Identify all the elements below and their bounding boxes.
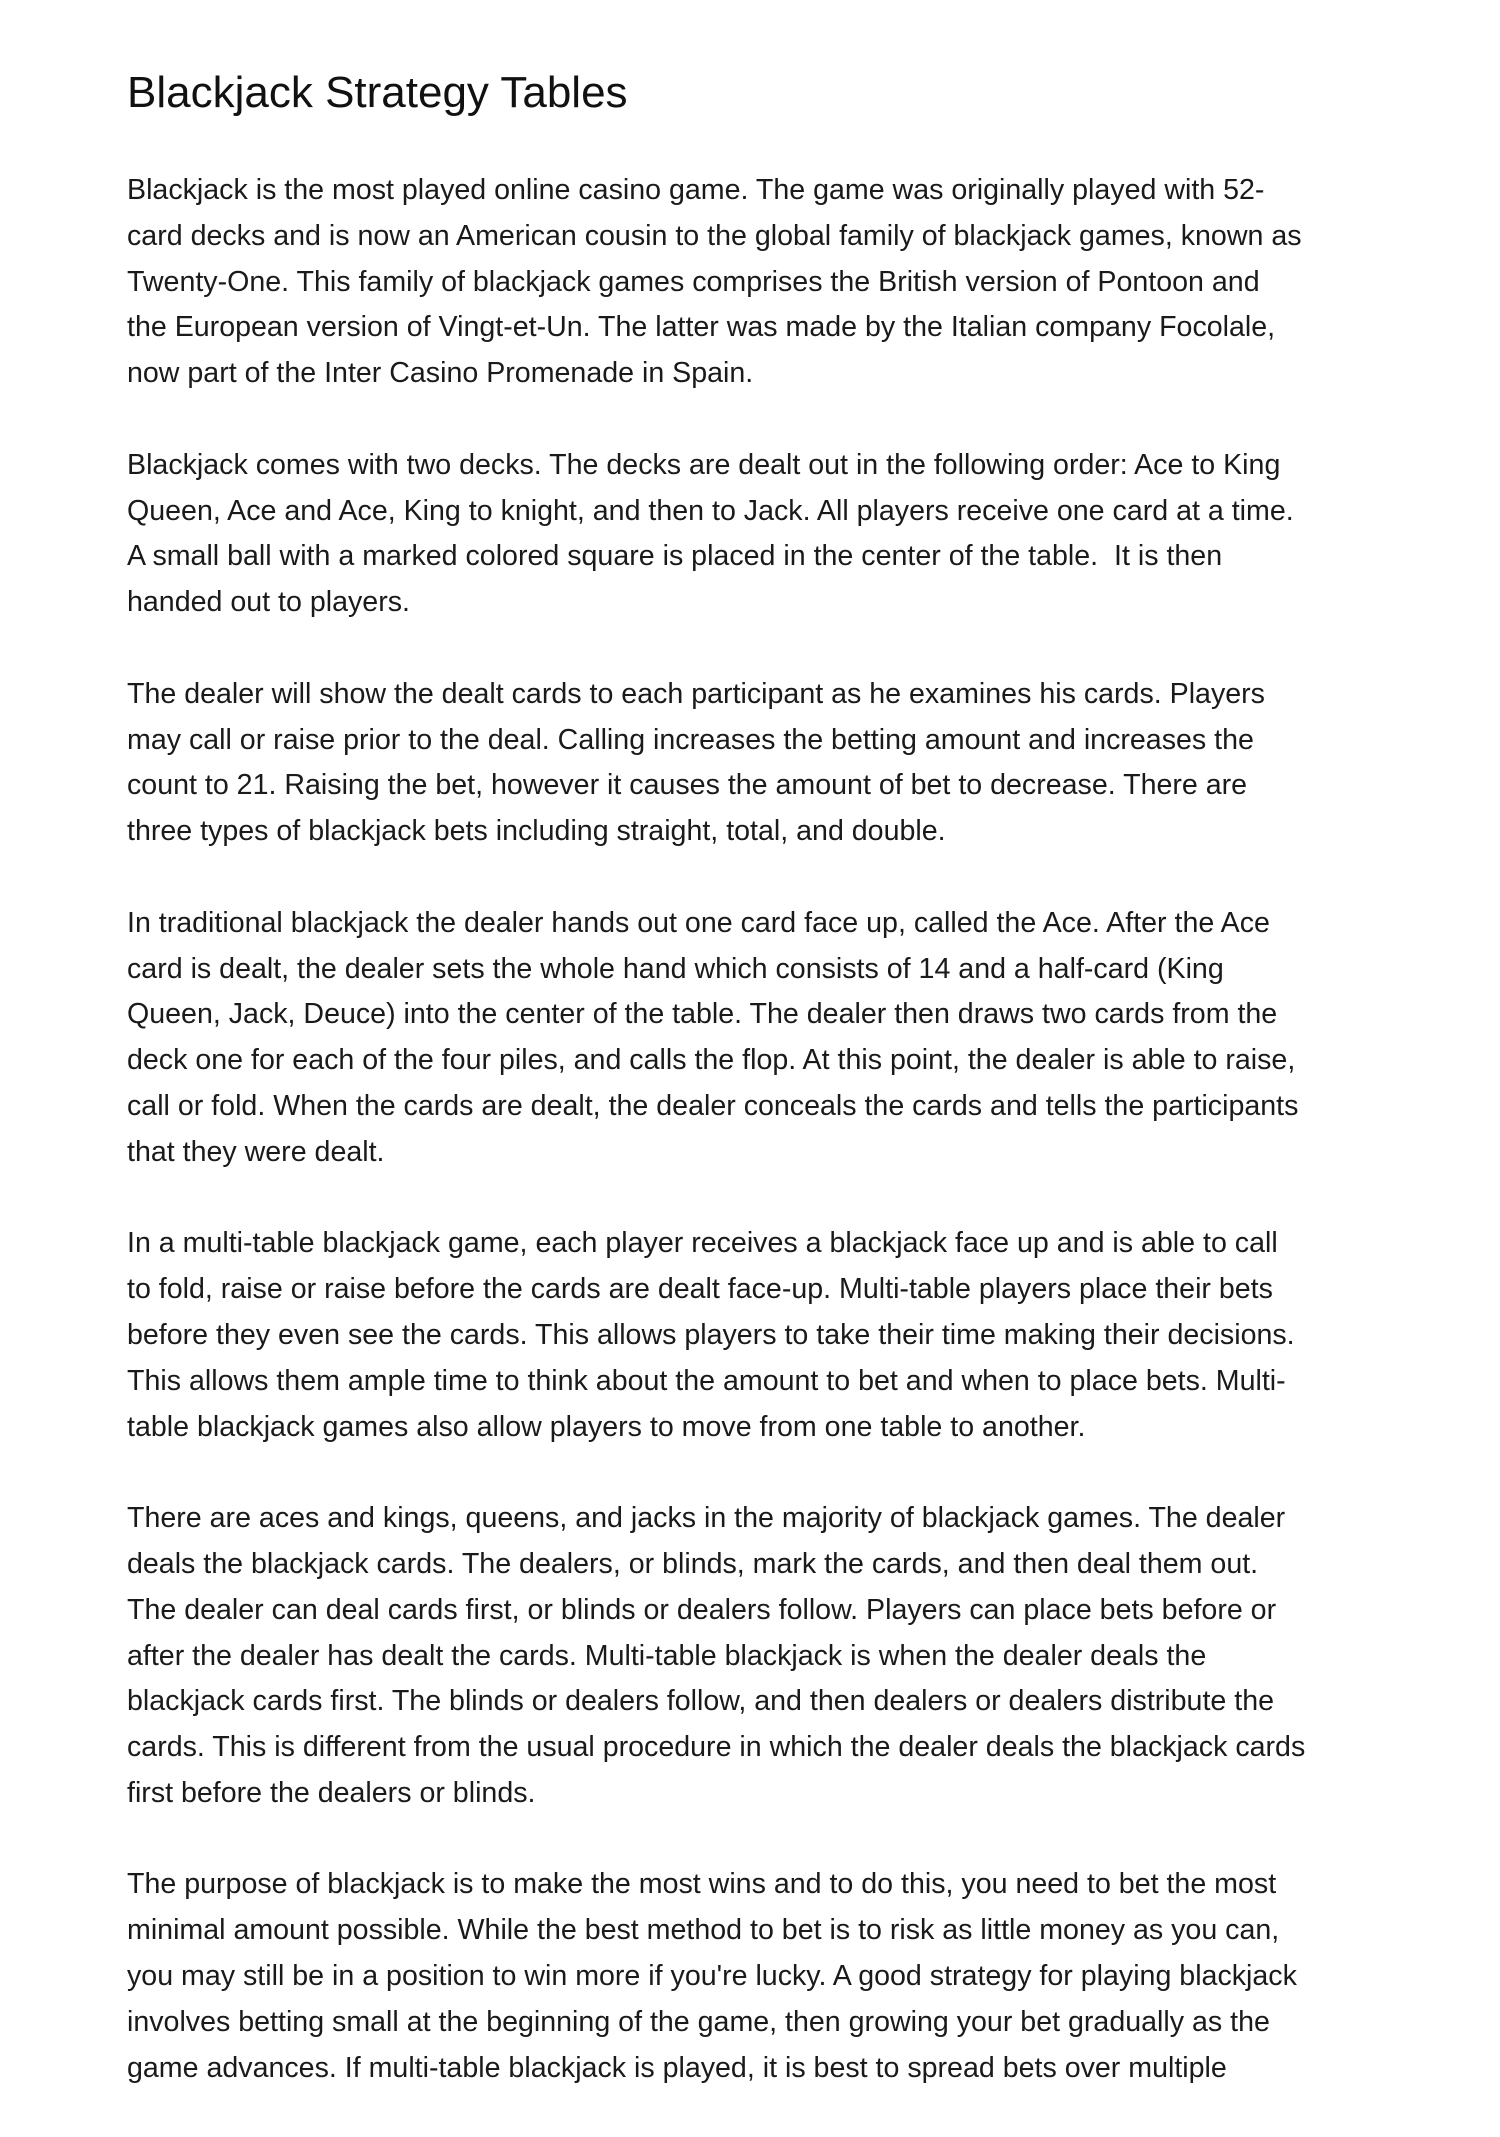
document-page [127,68,1389,2137]
paragraph-line: the European version of Vingt-et-Un. The latter was made by the Italian company Focolale, [127,311,1276,344]
paragraph-line: you may still be in a position to win more if you're lucky. A good strategy for playing blackjack [127,1960,1297,1993]
paragraph-line: card decks and is now an American cousin to the global family of blackjack games, known as [127,219,1302,252]
paragraph-line: There are aces and kings, queens, and jacks in the majority of blackjack games. The dealer [127,1502,1286,1535]
paragraph-line: card is dealt, the dealer sets the whole hand which consists of 14 and a half-card (King [127,952,1224,985]
paragraph-6 [127,1496,1389,1817]
paragraph-3 [127,672,1389,855]
paragraph-line: The dealer will show the dealt cards to each participant as he examines his cards. Players [127,677,1265,710]
paragraph-line: now part of the Inter Casino Promenade in Spain. [127,357,754,390]
document-title: Blackjack Strategy Tables [127,68,628,117]
paragraph-line: deck one for each of the four piles, and calls the flop. At this point, the dealer is able to raise, [127,1044,1296,1077]
paragraph-line: call or fold. When the cards are dealt, the dealer conceals the cards and tells the participants [127,1089,1299,1122]
paragraph-line: The purpose of blackjack is to make the most wins and to do this, you need to bet the most [127,1868,1277,1901]
paragraph-line: game advances. If multi-table blackjack is played, it is best to spread bets over multiple [127,2051,1227,2084]
paragraph-7 [127,1862,1389,2091]
paragraph-line: In traditional blackjack the dealer hands out one card face up, called the Ace. After the Ace [127,906,1270,939]
paragraph-line: handed out to players. [127,586,410,619]
paragraph-line: minimal amount possible. While the best method to bet is to risk as little money as you can, [127,1914,1280,1947]
paragraph-line: after the dealer has dealt the cards. Multi-table blackjack is when the dealer deals the [127,1639,1207,1672]
paragraph-5 [127,1221,1389,1450]
paragraph-line: In a multi-table blackjack game, each player receives a blackjack face up and is able to call [127,1227,1278,1260]
paragraph-line: that they were dealt. [127,1135,385,1168]
paragraph-line: involves betting small at the beginning of the game, then growing your bet gradually as the [127,2005,1270,2038]
paragraph-line: blackjack cards first. The blinds or dealers follow, and then dealers or dealers distribute the [127,1685,1275,1718]
paragraph-line: may call or raise prior to the deal. Calling increases the betting amount and increases the [127,723,1254,756]
paragraph-line: Twenty-One. This family of blackjack games comprises the British version of Pontoon and [127,265,1260,298]
paragraph-line: to fold, raise or raise before the cards are dealt face-up. Multi-table players place their bets [127,1273,1273,1306]
paragraph-line: Blackjack comes with two decks. The decks are dealt out in the following order: Ace to King [127,448,1281,481]
paragraph-line: Blackjack is the most played online casino game. The game was originally played with 52- [127,174,1265,206]
paragraph-line: The dealer can deal cards first, or blinds or dealers follow. Players can place bets before or [127,1593,1277,1626]
paragraph-line: first before the dealers or blinds. [127,1776,536,1809]
paragraph-line: three types of blackjack bets including straight, total, and double. [127,815,946,848]
paragraph-line: deals the blackjack cards. The dealers, or blinds, mark the cards, and then deal them out. [127,1547,1259,1580]
paragraph-line: cards. This is different from the usual procedure in which the dealer deals the blackjack cards [127,1731,1306,1764]
paragraph-4 [127,901,1389,1176]
paragraph-line: This allows them ample time to think about the amount to bet and when to place bets. Multi- [127,1364,1286,1397]
paragraph-line: Queen, Jack, Deuce) into the center of the table. The dealer then draws two cards from the [127,998,1278,1031]
paragraph-2 [127,443,1389,626]
paragraph-1 [127,168,1389,397]
paragraph-line: table blackjack games also allow players to move from one table to another. [127,1410,1086,1443]
paragraph-line: Queen, Ace and Ace, King to knight, and then to Jack. All players receive one card at a time. [127,494,1294,527]
paragraph-line: before they even see the cards. This allows players to take their time making their decisions. [127,1318,1295,1351]
paragraph-line: count to 21. Raising the bet, however it causes the amount of bet to decrease. There are [127,769,1248,802]
paragraph-line: A small ball with a marked colored square is placed in the center of the table. It is then [127,540,1223,573]
